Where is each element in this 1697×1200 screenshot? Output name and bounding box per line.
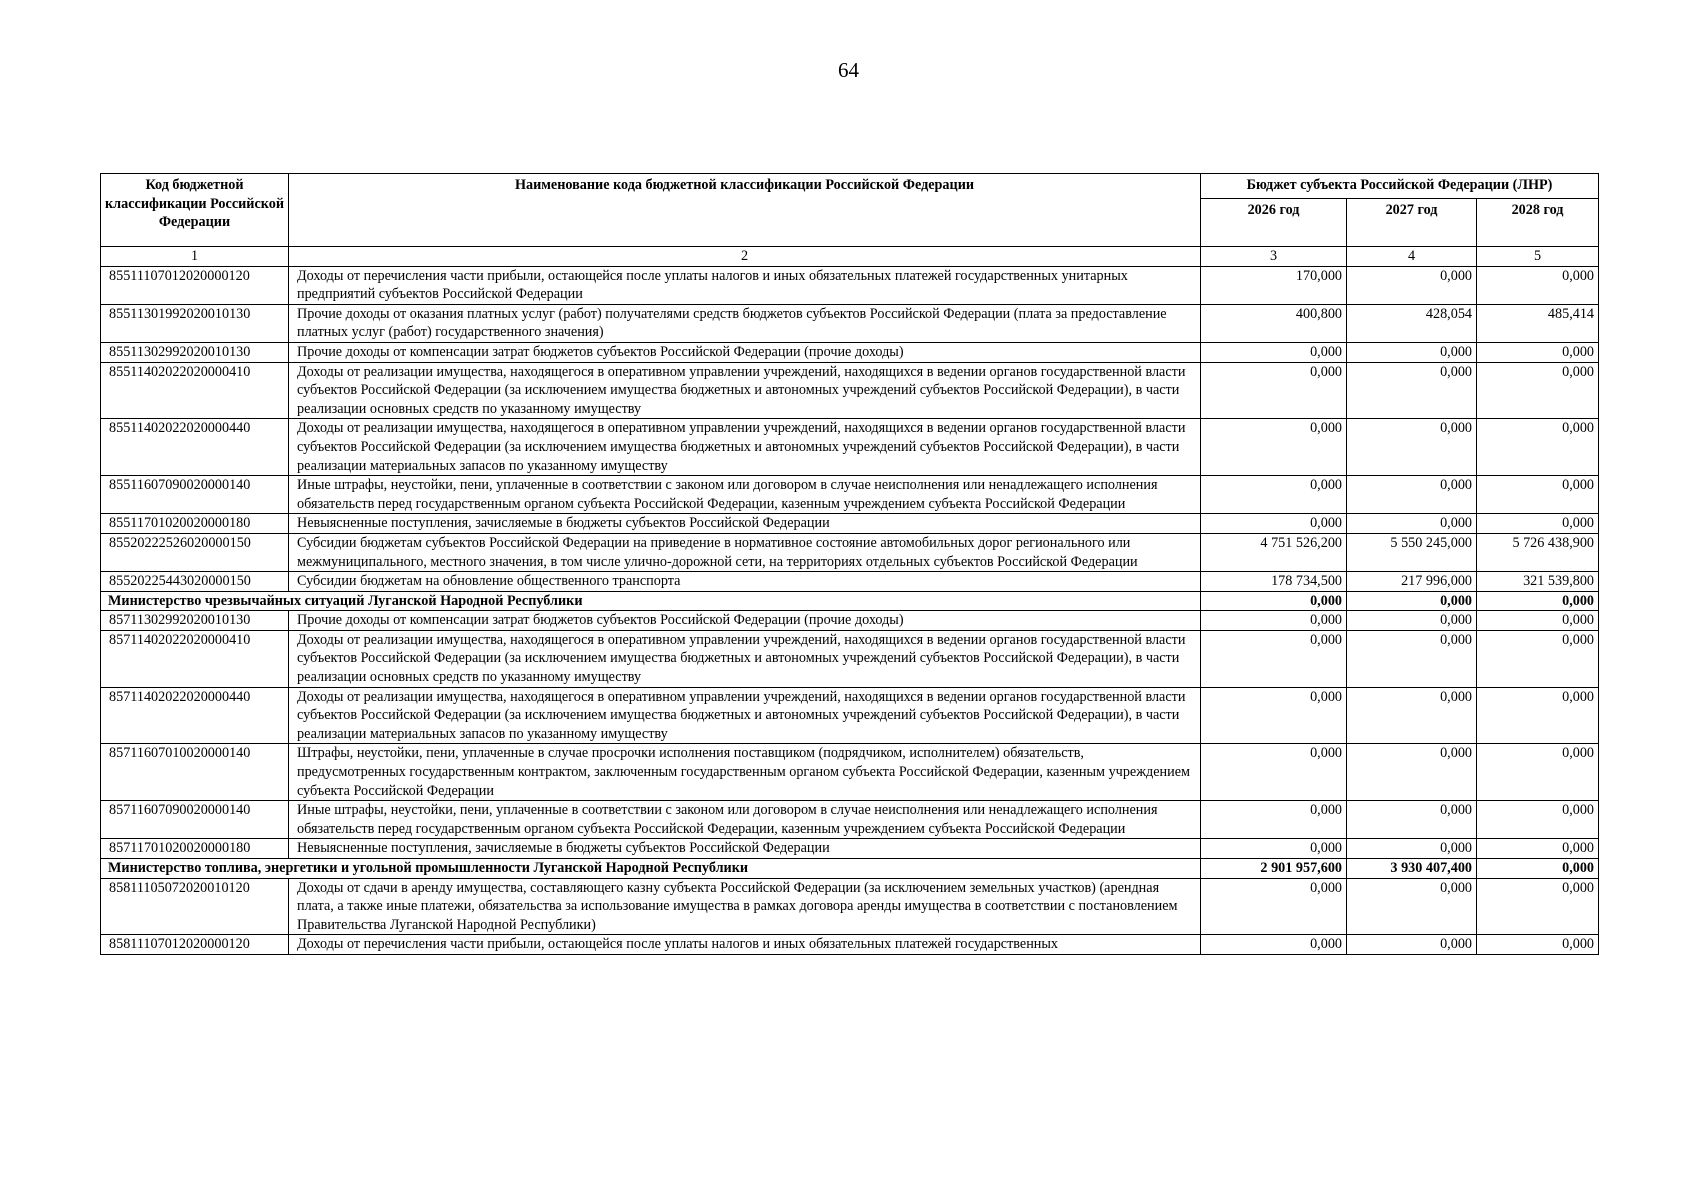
amount-2027-cell: 0,000 [1347,266,1477,304]
amount-2026-cell: 0,000 [1201,342,1347,362]
classification-name-cell: Доходы от перечисления части прибыли, остающейся после уплаты налогов и иных обязательных платежей государственных унитарных предприятий субъектов Российской Федерации [289,266,1201,304]
header-budget-column: Бюджет субъекта Российской Федерации (ЛНР) [1201,174,1599,199]
amount-2027-cell: 0,000 [1347,476,1477,514]
classification-name-cell: Невыясненные поступления, зачисляемые в бюджеты субъектов Российской Федерации [289,839,1201,859]
table-row [101,304,1599,342]
table-row [101,266,1599,304]
amount-2026-cell: 0,000 [1201,935,1347,955]
amount-2028-cell: 0,000 [1477,878,1599,935]
budget-code-cell: 85511301992020010130 [101,304,289,342]
classification-name-cell: Субсидии бюджетам субъектов Российской Федерации на приведение в нормативное состояние автомобильных дорог регионального или межмуниципального, местного значения, в том числе улично-дорожной сети, на территориях отдельных субъектов Российской Федерации [289,533,1201,571]
budget-code-cell: 85511107012020000120 [101,266,289,304]
amount-2028-cell: 485,414 [1477,304,1599,342]
amount-2027-cell: 0,000 [1347,801,1477,839]
amount-2027-cell: 0,000 [1347,591,1477,611]
amount-2026-cell: 0,000 [1201,878,1347,935]
amount-2028-cell: 0,000 [1477,801,1599,839]
header-year-2026: 2026 год [1201,199,1347,247]
amount-2026-cell: 0,000 [1201,839,1347,859]
budget-code-cell: 85711302992020010130 [101,611,289,631]
amount-2028-cell: 5 726 438,900 [1477,533,1599,571]
amount-2026-cell: 0,000 [1201,362,1347,419]
amount-2028-cell: 0,000 [1477,630,1599,687]
classification-name-cell: Прочие доходы от компенсации затрат бюджетов субъектов Российской Федерации (прочие доходы) [289,611,1201,631]
amount-2026-cell: 2 901 957,600 [1201,859,1347,879]
amount-2027-cell: 0,000 [1347,744,1477,801]
table-row [101,533,1599,571]
amount-2027-cell: 0,000 [1347,419,1477,476]
amount-2027-cell: 0,000 [1347,839,1477,859]
budget-code-cell: 85711607010020000140 [101,744,289,801]
classification-name-cell: Доходы от перечисления части прибыли, остающейся после уплаты налогов и иных обязательных платежей государственных [289,935,1201,955]
classification-name-cell: Иные штрафы, неустойки, пени, уплаченные в соответствии с законом или договором в случае неисполнения или ненадлежащего исполнения обязательств перед государственным органом субъекта Российской Федерации, казенным учреждением субъекта Российской Федерации [289,801,1201,839]
amount-2027-cell: 3 930 407,400 [1347,859,1477,879]
classification-name-cell: Субсидии бюджетам на обновление общественного транспорта [289,572,1201,592]
amount-2028-cell: 321 539,800 [1477,572,1599,592]
amount-2027-cell: 5 550 245,000 [1347,533,1477,571]
amount-2026-cell: 0,000 [1201,476,1347,514]
column-number: 5 [1477,247,1599,267]
budget-code-cell: 85511302992020010130 [101,342,289,362]
column-number: 2 [289,247,1201,267]
amount-2028-cell: 0,000 [1477,591,1599,611]
column-number-row [101,247,1599,267]
budget-code-cell: 85711402022020000440 [101,687,289,744]
classification-name-cell: Доходы от реализации имущества, находящегося в оперативном управлении учреждений, находящихся в ведении органов государственной власти субъектов Российской Федерации (за исключением имущества бюджетных и автономных учреждений субъектов Российской Федерации), в части реализации основных средств по указанному имуществу [289,362,1201,419]
amount-2026-cell: 400,800 [1201,304,1347,342]
amount-2027-cell: 0,000 [1347,687,1477,744]
table-row [101,630,1599,687]
table-row [101,801,1599,839]
table-row [101,342,1599,362]
section-title: Министерство чрезвычайных ситуаций Луганской Народной Республики [101,591,1201,611]
amount-2027-cell: 217 996,000 [1347,572,1477,592]
classification-name-cell: Прочие доходы от компенсации затрат бюджетов субъектов Российской Федерации (прочие доходы) [289,342,1201,362]
amount-2028-cell: 0,000 [1477,744,1599,801]
amount-2027-cell: 0,000 [1347,611,1477,631]
classification-name-cell: Доходы от реализации имущества, находящегося в оперативном управлении учреждений, находящихся в ведении органов государственной власти субъектов Российской Федерации (за исключением имущества бюджетных и автономных учреждений субъектов Российской Федерации), в части реализации основных средств по указанному имуществу [289,630,1201,687]
budget-code-cell: 85711607090020000140 [101,801,289,839]
amount-2026-cell: 0,000 [1201,611,1347,631]
header-code-column: Код бюджетной классификации Российской Федерации [101,174,289,247]
amount-2028-cell: 0,000 [1477,419,1599,476]
budget-table [100,173,1599,955]
amount-2028-cell: 0,000 [1477,342,1599,362]
amount-2027-cell: 428,054 [1347,304,1477,342]
amount-2027-cell: 0,000 [1347,878,1477,935]
amount-2028-cell: 0,000 [1477,935,1599,955]
amount-2026-cell: 0,000 [1201,591,1347,611]
table-row [101,687,1599,744]
amount-2027-cell: 0,000 [1347,935,1477,955]
amount-2026-cell: 0,000 [1201,687,1347,744]
budget-code-cell: 85711402022020000410 [101,630,289,687]
classification-name-cell: Невыясненные поступления, зачисляемые в бюджеты субъектов Российской Федерации [289,514,1201,534]
amount-2026-cell: 0,000 [1201,514,1347,534]
budget-code-cell: 85811105072020010120 [101,878,289,935]
classification-name-cell: Прочие доходы от оказания платных услуг (работ) получателями средств бюджетов субъектов Российской Федерации (плата за предоставление платных услуг (работ) государственного значения) [289,304,1201,342]
table-row [101,476,1599,514]
column-number: 4 [1347,247,1477,267]
amount-2028-cell: 0,000 [1477,859,1599,879]
table-row [101,611,1599,631]
classification-name-cell: Иные штрафы, неустойки, пени, уплаченные в соответствии с законом или договором в случае неисполнения или ненадлежащего исполнения обязательств перед государственным органом субъекта Российской Федерации, казенным учреждением субъекта Российской Федерации [289,476,1201,514]
header-name-column: Наименование кода бюджетной классификации Российской Федерации [289,174,1201,247]
amount-2028-cell: 0,000 [1477,362,1599,419]
budget-table-body [101,266,1599,954]
amount-2028-cell: 0,000 [1477,266,1599,304]
amount-2027-cell: 0,000 [1347,342,1477,362]
amount-2026-cell: 0,000 [1201,630,1347,687]
budget-code-cell: 85511402022020000440 [101,419,289,476]
amount-2028-cell: 0,000 [1477,514,1599,534]
section-title: Министерство топлива, энергетики и угольной промышленности Луганской Народной Республики [101,859,1201,879]
section-row [101,591,1599,611]
table-row [101,362,1599,419]
budget-code-cell: 85811107012020000120 [101,935,289,955]
amount-2028-cell: 0,000 [1477,476,1599,514]
budget-code-cell: 85711701020020000180 [101,839,289,859]
amount-2026-cell: 0,000 [1201,801,1347,839]
table-row [101,572,1599,592]
column-number: 1 [101,247,289,267]
budget-code-cell: 85511701020020000180 [101,514,289,534]
table-row [101,514,1599,534]
header-year-2028: 2028 год [1477,199,1599,247]
header-year-2027: 2027 год [1347,199,1477,247]
table-row [101,744,1599,801]
table-row [101,935,1599,955]
amount-2026-cell: 4 751 526,200 [1201,533,1347,571]
amount-2028-cell: 0,000 [1477,839,1599,859]
amount-2026-cell: 0,000 [1201,744,1347,801]
classification-name-cell: Штрафы, неустойки, пени, уплаченные в случае просрочки исполнения поставщиком (подрядчиком, исполнителем) обязательств, предусмотренных государственным контрактом, заключенным государственным органом субъекта Российской Федерации, казенным учреждением субъекта Российской Федерации [289,744,1201,801]
section-row [101,859,1599,879]
budget-code-cell: 85520225443020000150 [101,572,289,592]
amount-2026-cell: 170,000 [1201,266,1347,304]
table-row [101,878,1599,935]
amount-2027-cell: 0,000 [1347,630,1477,687]
budget-code-cell: 85511607090020000140 [101,476,289,514]
amount-2026-cell: 0,000 [1201,419,1347,476]
amount-2028-cell: 0,000 [1477,611,1599,631]
table-row [101,839,1599,859]
amount-2028-cell: 0,000 [1477,687,1599,744]
column-number: 3 [1201,247,1347,267]
amount-2027-cell: 0,000 [1347,362,1477,419]
classification-name-cell: Доходы от реализации имущества, находящегося в оперативном управлении учреждений, находящихся в ведении органов государственной власти субъектов Российской Федерации (за исключением имущества бюджетных и автономных учреждений субъектов Российской Федерации), в части реализации материальных запасов по указанному имуществу [289,687,1201,744]
amount-2026-cell: 178 734,500 [1201,572,1347,592]
amount-2027-cell: 0,000 [1347,514,1477,534]
classification-name-cell: Доходы от сдачи в аренду имущества, составляющего казну субъекта Российской Федерации (за исключением земельных участков) (арендная плата, а также иные платежи, обязательства за использование имущества в рамках договора аренды имущества в соответствии с постановлением Правительства Луганской Народной Республики) [289,878,1201,935]
table-row [101,419,1599,476]
budget-code-cell: 85520222526020000150 [101,533,289,571]
page-number: 64 [838,58,859,82]
budget-code-cell: 85511402022020000410 [101,362,289,419]
classification-name-cell: Доходы от реализации имущества, находящегося в оперативном управлении учреждений, находящихся в ведении органов государственной власти субъектов Российской Федерации (за исключением имущества бюджетных и автономных учреждений субъектов Российской Федерации), в части реализации материальных запасов по указанному имуществу [289,419,1201,476]
